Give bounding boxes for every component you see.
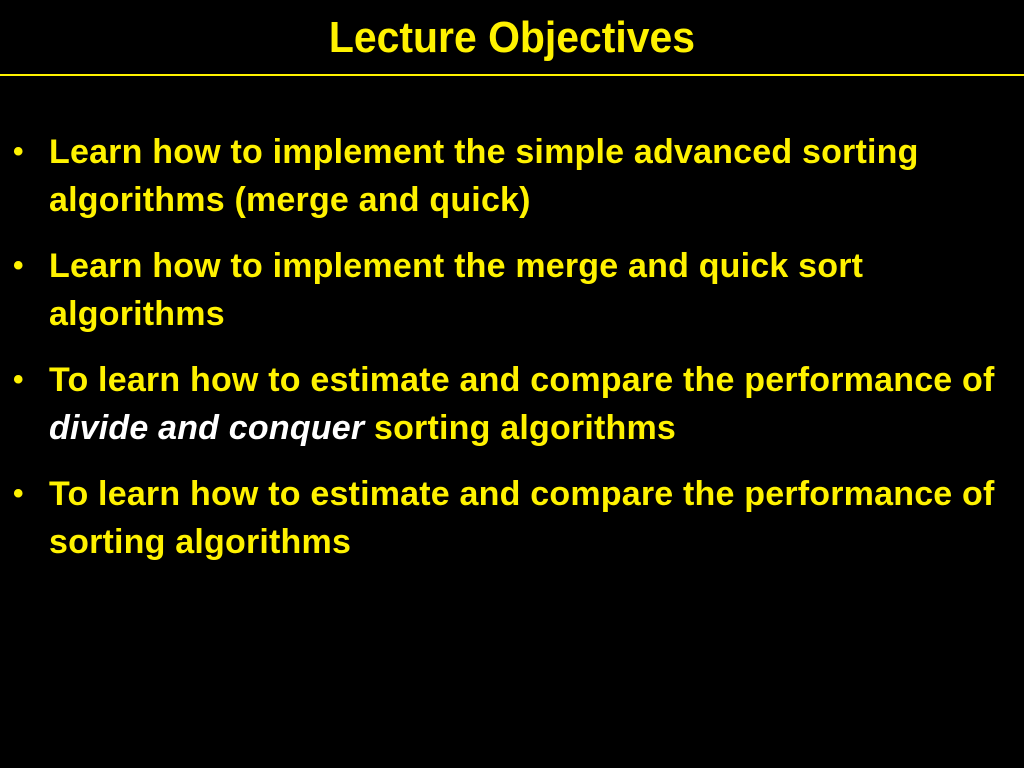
objective-text: Learn how to implement the simple advanced sorting algorithms (merge and quick) (49, 133, 919, 219)
objective-text: To learn how to estimate and compare the performance of sorting algorithms (49, 475, 995, 561)
objective-bullet-1 (0, 128, 1010, 224)
bullet-dot-icon: • (13, 249, 24, 282)
objectives-list (0, 128, 1010, 584)
slide-title: Lecture Objectives (328, 13, 696, 62)
objective-text-before: To learn how to estimate and compare the performance of (49, 361, 995, 399)
objective-bullet-2 (0, 242, 1010, 338)
objective-bullet-3 (0, 356, 1010, 452)
objective-emphasis: divide and conquer (49, 409, 365, 447)
bullet-dot-icon: • (13, 135, 24, 168)
objective-bullet-4 (0, 470, 1010, 566)
title-divider (0, 74, 1024, 76)
objective-text-after: sorting algorithms (364, 409, 677, 447)
bullet-dot-icon: • (13, 363, 24, 396)
objective-text: Learn how to implement the merge and quick sort algorithms (49, 247, 864, 333)
bullet-dot-icon: • (13, 477, 24, 510)
